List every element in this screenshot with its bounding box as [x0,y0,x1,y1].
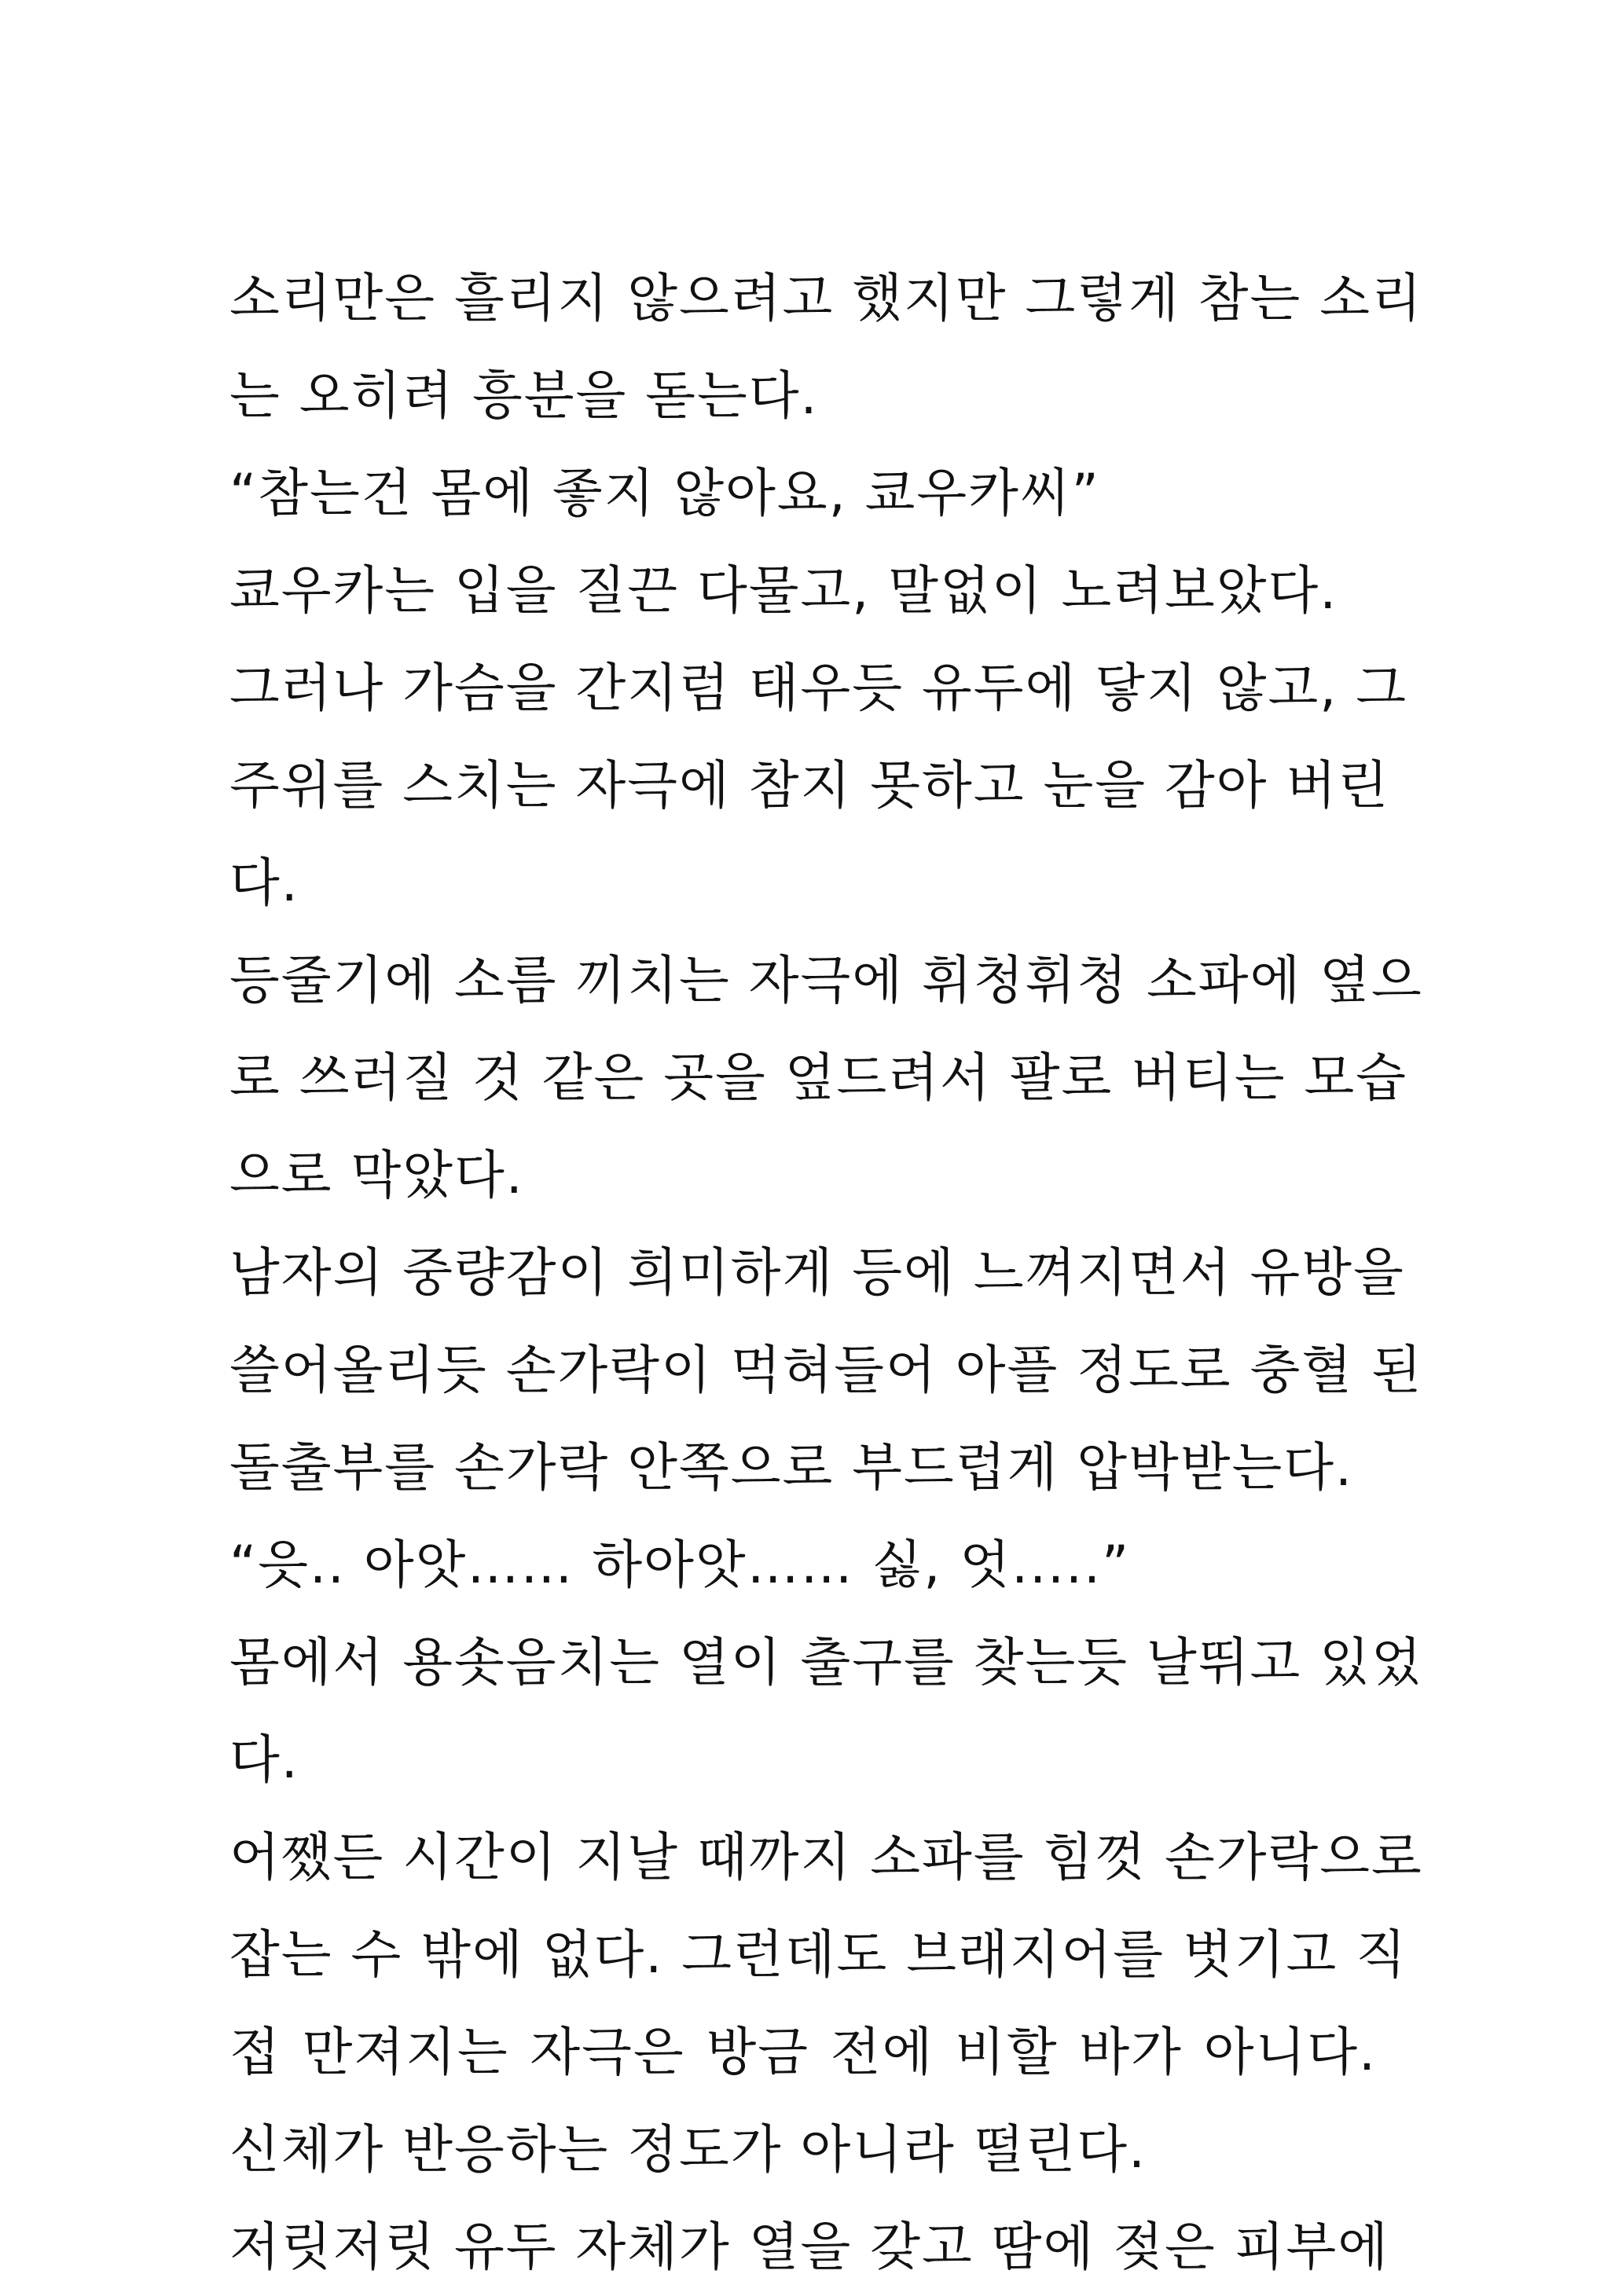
text-line: 등줄기에 소름 끼치는 자극에 휘청휘청 소파에 옆으 [229,950,1423,1010]
text-line: 저릿저릿 유두 자체가 열을 갖고 땀에 젖은 피부에 [229,2217,1389,2277]
text-line: 그러나 가슴을 간지럼 태우듯 유두에 닿지 않고, 그 [229,658,1407,718]
text-line: 신체가 반응하는 정도가 아니라 떨린다. [229,2119,1147,2180]
text-line: 다. [229,853,299,913]
text-line: 어쨌든 시간이 지날 때까지 소파를 힘껏 손가락으로 [229,1827,1423,1887]
text-line: 접 만져지는 자극은 방금 전에 비할 바가 아니다. [229,2022,1377,2082]
text-line: 남자의 중량감이 희미하게 등에 느껴지면서 유방을 [229,1242,1405,1303]
text-line: 쓸어올리듯 손가락이 먹혀들어 아플 정도로 충혈 된 [229,1340,1423,1400]
text-line: “읏.. 아앗…… 하아앗…… 싫, 엇.....” [229,1535,1131,1595]
document-body [229,250,1423,2296]
text-line: “참는건 몸에 좋지 않아요, 쿄우카씨” [229,463,1100,523]
text-line: 으로 막았다. [229,1145,524,1205]
text-line: 는 오히려 흥분을 돋는다. [229,365,819,426]
text-line: 로 쓰러질 것 같은 곳을 엎드려서 팔로 버티는 모습 [229,1047,1407,1108]
text-line: 잡는 수 밖에 없다. 그런데도 브래지어를 벗기고 직 [229,1924,1407,1985]
text-line: 소리만은 흘리지 않으려고 했지만 그렇게 참는 소리 [229,268,1423,328]
text-line: 돌출부를 손가락 안쪽으로 부드럽게 압박받는다. [229,1437,1354,1498]
text-line: 몸에서 용솟음치는 열이 출구를 찾는듯 날뛰고 있었 [229,1632,1423,1693]
text-line: 주위를 스치는 자극에 참지 못하고 눈을 감아 버린 [229,755,1389,816]
text-line: 쿄우카는 입을 질끈 다물고, 말없이 노려보았다. [229,560,1338,621]
text-line: 다. [229,1729,299,1790]
